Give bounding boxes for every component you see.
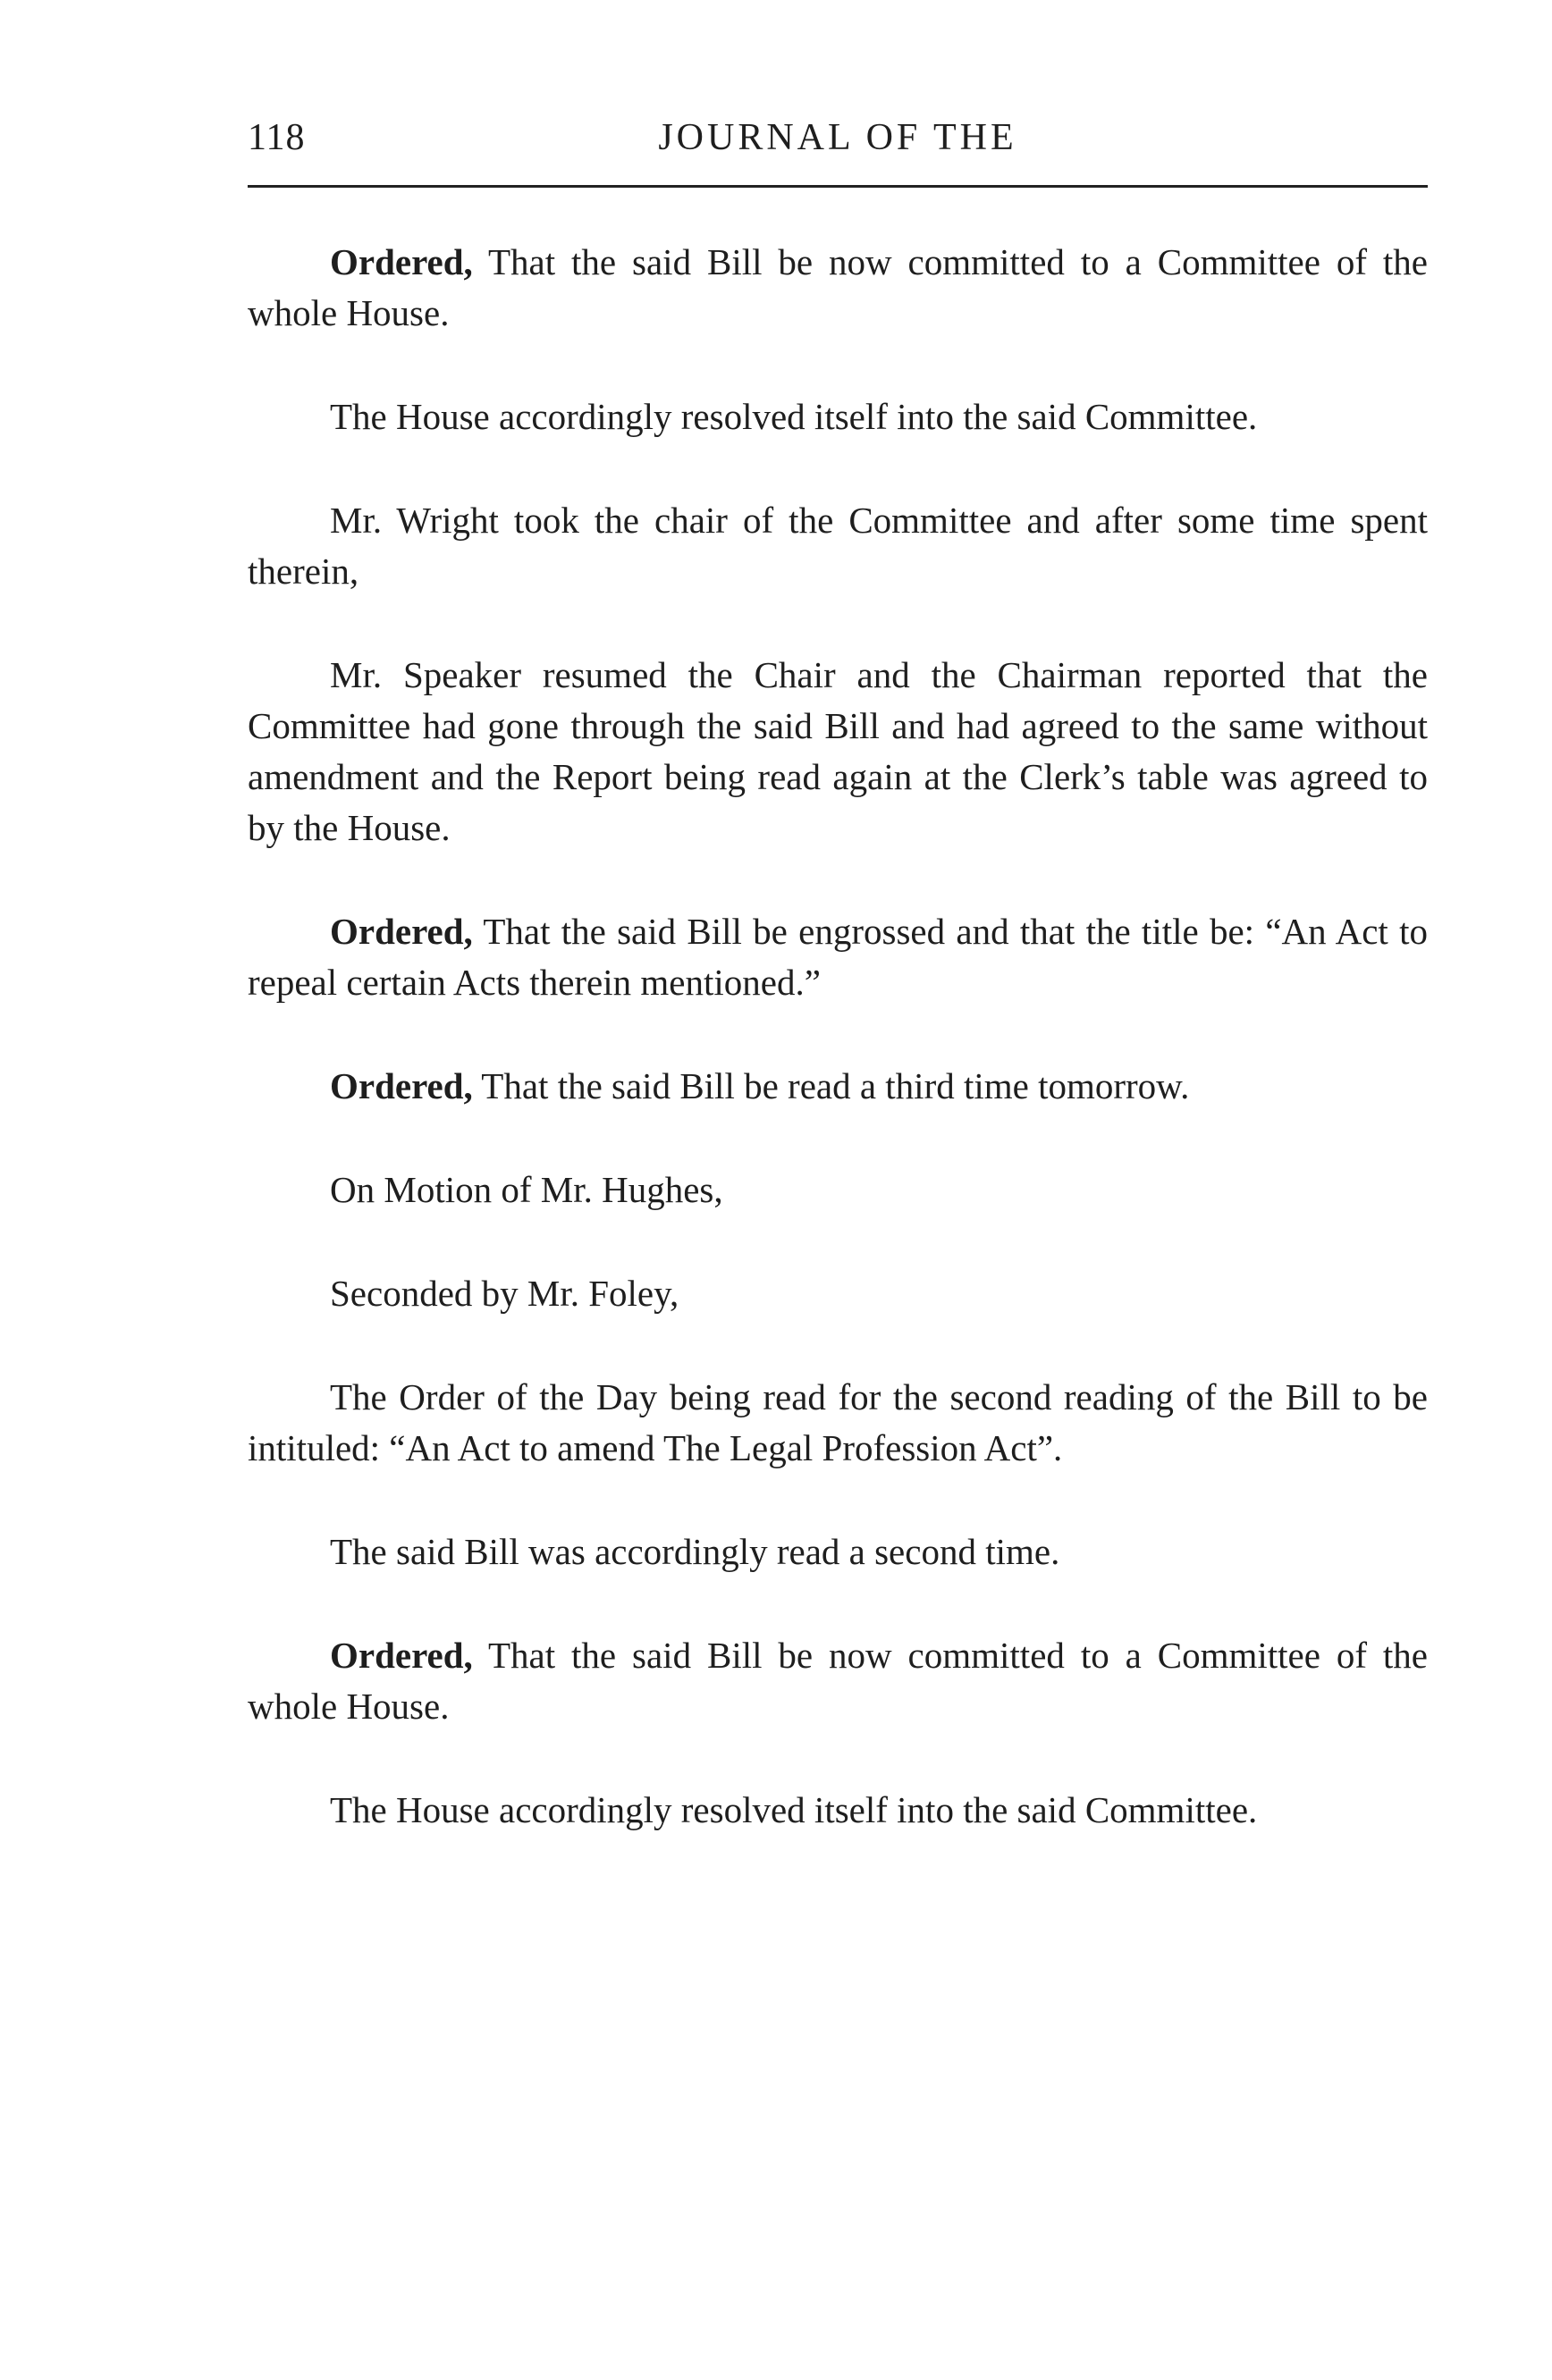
paragraph-text: On Motion of Mr. Hughes, <box>330 1169 723 1210</box>
paragraph-text: That the said Bill be read a third time tomorrow. <box>472 1065 1190 1106</box>
paragraph-house-resolved-2 <box>248 1785 1428 1836</box>
running-title: JOURNAL OF THE <box>658 117 1017 158</box>
paragraph-text: That the said Bill be now committed to a Committee of the whole House. <box>248 241 1428 333</box>
paragraph-text: Mr. Wright took the chair of the Committee and after some time spent therein, <box>248 500 1428 592</box>
paragraph-text: The Order of the Day being read for the second reading of the Bill to be intituled: “An Act to amend The Legal Profession Act”. <box>248 1376 1428 1468</box>
paragraph-ordered-committed-2 <box>248 1630 1428 1732</box>
ordered-lead: Ordered, <box>330 911 473 952</box>
paragraph-text: That the said Bill be now committed to a Committee of the whole House. <box>248 1635 1428 1727</box>
paragraph-speaker-report <box>248 650 1428 854</box>
paragraph-text: Mr. Speaker resumed the Chair and the Chairman reported that the Committee had gone through the said Bill and had agreed to the same without amendment and the Report being read again at the Clerk’s table was agreed to by the House. <box>248 654 1428 848</box>
paragraph-motion <box>248 1165 1428 1215</box>
page-header <box>248 116 1428 170</box>
paragraph-order-of-day <box>248 1372 1428 1474</box>
page-number: 118 <box>248 117 306 158</box>
paragraph-ordered-third-reading <box>248 1061 1428 1112</box>
paragraph-house-resolved <box>248 391 1428 442</box>
paragraph-text: The said Bill was accordingly read a second time. <box>330 1531 1060 1572</box>
paragraph-text: That the said Bill be engrossed and that the title be: “An Act to repeal certain Acts therein mentioned.” <box>248 911 1428 1003</box>
paragraph-ordered-committed <box>248 237 1428 339</box>
journal-body <box>248 237 1428 1836</box>
paragraph-text: The House accordingly resolved itself into the said Committee. <box>330 396 1258 437</box>
paragraph-chair <box>248 495 1428 597</box>
ordered-lead: Ordered, <box>330 241 473 282</box>
header-rule <box>248 185 1428 188</box>
paragraph-seconded <box>248 1268 1428 1319</box>
ordered-lead: Ordered, <box>330 1635 473 1676</box>
paragraph-second-time <box>248 1526 1428 1577</box>
paragraph-text: The House accordingly resolved itself into the said Committee. <box>330 1789 1258 1830</box>
ordered-lead: Ordered, <box>330 1065 473 1106</box>
paragraph-ordered-engrossed <box>248 906 1428 1008</box>
paragraph-text: Seconded by Mr. Foley, <box>330 1273 679 1314</box>
